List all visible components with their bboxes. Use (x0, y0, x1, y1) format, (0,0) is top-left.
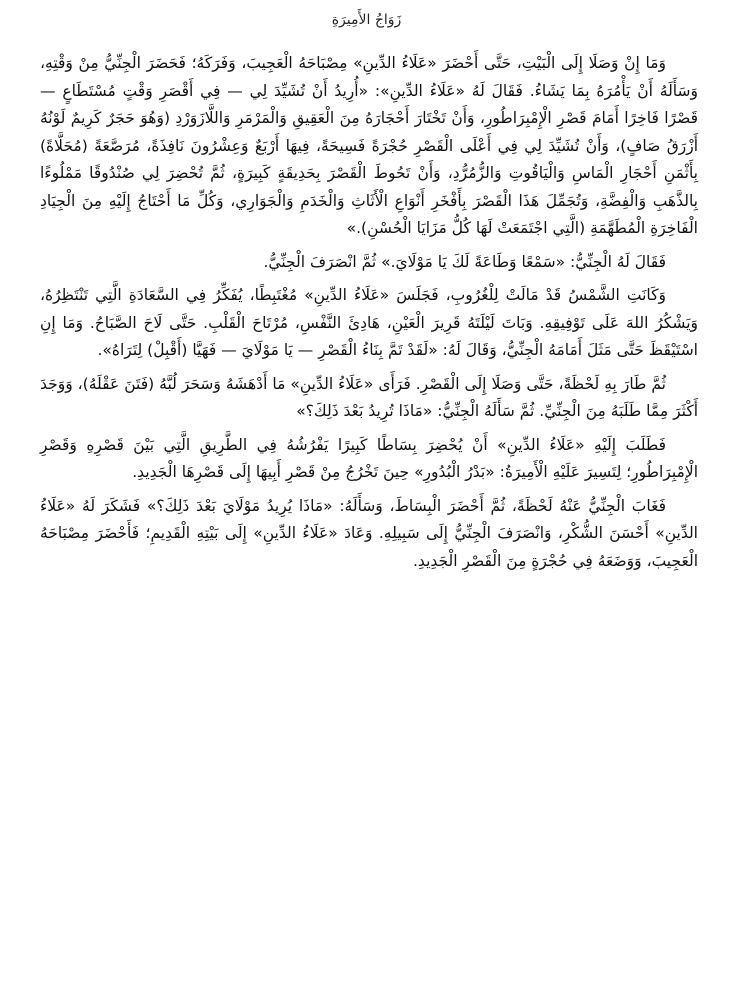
paragraph-3: وَكَانَتِ الشَّمْسُ قَدْ مَالَتْ لِلْغُرُوبِ، فَجَلَسَ «عَلَاءُ الدِّينِ» مُغْتَبِطًا، يُفَكِّرُ فِي السَّعَادَةِ الَّتِي تَنْتَظِرُهُ، وَيَشْكُرُ اللهَ عَلَى تَوْفِيقِهِ. وَبَاتَ لَيْلَتَهُ قَرِيرَ الْعَيْنِ، هَادِئَ النَّفْسِ، مُرْتَاحَ الْقَلْبِ. حَتَّى لَاحَ الصَّبَاحُ. وَمَا إِنِ اسْتَيْقَظَ حَتَّى مَثَلَ أَمَامَهُ الْجِنِّيُّ، وَقَالَ لَهُ: «لَقَدْ تَمَّ بِنَاءُ الْقَصْرِ — يَا مَوْلَايَ — فَهَيَّا (أَقْبِلْ) لِتَرَاهُ». (40, 286, 698, 359)
page-body (40, 50, 698, 581)
paragraph-2: فَقَالَ لَهُ الْجِنِّيُّ: «سَمْعًا وَطَاعَةً لَكَ يَا مَوْلَايَ.» ثُمَّ انْصَرَفَ الْجِنِّيُّ. (263, 252, 666, 271)
paragraph-6: فَغَابَ الْجِنِّيُّ عَنْهُ لَحْظَةً، ثُمَّ أَحْضَرَ الْبِسَاطَ، وَسَأَلَهُ: «مَاذَا يُرِيدُ مَوْلَايَ بَعْدَ ذَلِكَ؟» فَشَكَرَ لَهُ «عَلَاءُ الدِّينِ» أَحْسَنَ الشُّكْرِ، وَانْصَرَفَ الْجِنِّيُّ إِلَى سَبِيلِهِ. وَعَادَ «عَلَاءُ الدِّينِ» إِلَى بَيْتِهِ الْقَدِيمِ؛ فَأَحْضَرَ مِصْبَاحَهُ الْعَجِيبَ، وَوَضَعَهُ فِي حُجْرَةٍ مِنَ الْقَصْرِ الْجَدِيدِ. (40, 496, 698, 570)
running-title: زَوَاجُ الأَمِيرَةِ (331, 12, 402, 28)
paragraph-1: وَمَا إِنْ وَصَلَا إِلَى الْبَيْتِ، حَتَّى أَحْضَرَ «عَلَاءُ الدِّينِ» مِصْبَاحَهُ الْعَجِيبَ، وَفَرَكَهُ؛ فَحَضَرَ الْجِنِّيُّ مِنْ وَقْتِهِ، وَسَأَلَهُ أَنْ يَأْمُرَهُ بِمَا يَشَاءُ. فَقَالَ لَهُ «عَلَاءُ الدِّينِ»: «أُرِيدُ أَنْ تُشَيِّدَ لِي — فِي أَقْصَرِ وَقْتٍ مُسْتَطَاعٍ — قَصْرًا فَاخِرًا أَمَامَ قَصْرِ الْإِمْبِرَاطُورِ، وَأَنْ تَخْتَارَ أَحْجَارَهُ مِنَ الْعَقِيقِ وَالْمَرْمَرِ وَاللَّازَوَرْدِ (وَهُوَ حَجَرٌ كَرِيمٌ لَوْنُهُ أَزْرَقُ صَافٍ)، وَأَنْ تُشَيِّدَ لِي فِي أَعْلَى الْقَصْرِ حُجْرَةً فَسِيحَةً، فِيهَا أَرْبَعٌ وَعِشْرُونَ نَافِذَةً، مُرَصَّعَةً (مُحَلَّاةً) بِأَثْمَنِ أَحْجَارِ الْمَاسِ وَالْيَاقُوتِ وَالزُّمُرُّدِ، وَأَنْ تَحُوطَ الْقَصْرَ بِحَدِيقَةٍ كَبِيرَةٍ، ثُمَّ تُحْضِرَ لِي صُنْدُوقًا مَمْلُوءًا بِالذَّهَبِ وَالْفِضَّةِ، وَتُجَمِّلَ هَذَا الْقَصْرَ بِأَفْخَرِ أَنْوَاعِ الْأَثَاثِ وَالْخَدَمِ وَالْجَوَارِي، وَكُلِّ مَا أَحْتَاجُ إِلَيْهِ مِنَ الْجِيَادِ الْفَاخِرَةِ الْمُطَهَّمَةِ (الَّتِي اجْتَمَعَتْ لَهَا كُلُّ مَزَايَا الْحُسْنِ).» (40, 54, 698, 237)
paragraph-5: فَطَلَبَ إِلَيْهِ «عَلَاءُ الدِّينِ» أَنْ يُحْضِرَ بِسَاطًا كَبِيرًا يَفْرُشُهُ فِي الطَّرِيقِ الَّتِي بَيْنَ قَصْرِهِ وَقَصْرِ الْإِمْبِرَاطُورِ؛ لِتَسِيرَ عَلَيْهِ الْأَمِيرَةُ: «بَدْرُ الْبُدُورِ» حِينَ تَخْرُجُ مِنْ قَصْرِ أَبِيهَا إِلَى قَصْرِهَا الْجَدِيدِ. (40, 435, 698, 481)
paragraph-4: ثُمَّ طَارَ بِهِ لَحْظَةً، حَتَّى وَصَلَا إِلَى الْقَصْرِ. فَرَأَى «عَلَاءُ الدِّينِ» مَا أَدْهَشَهُ وَسَحَرَ لُبَّهُ (فَتَنَ عَقْلَهُ)، وَوَجَدَ أَكْثَرَ مِمَّا طَلَبَهُ مِنَ الْجِنِّيِّ. ثُمَّ سَأَلَهُ الْجِنِّيُّ: «مَاذَا تُرِيدُ بَعْدَ ذَلِكَ؟» (40, 374, 698, 420)
